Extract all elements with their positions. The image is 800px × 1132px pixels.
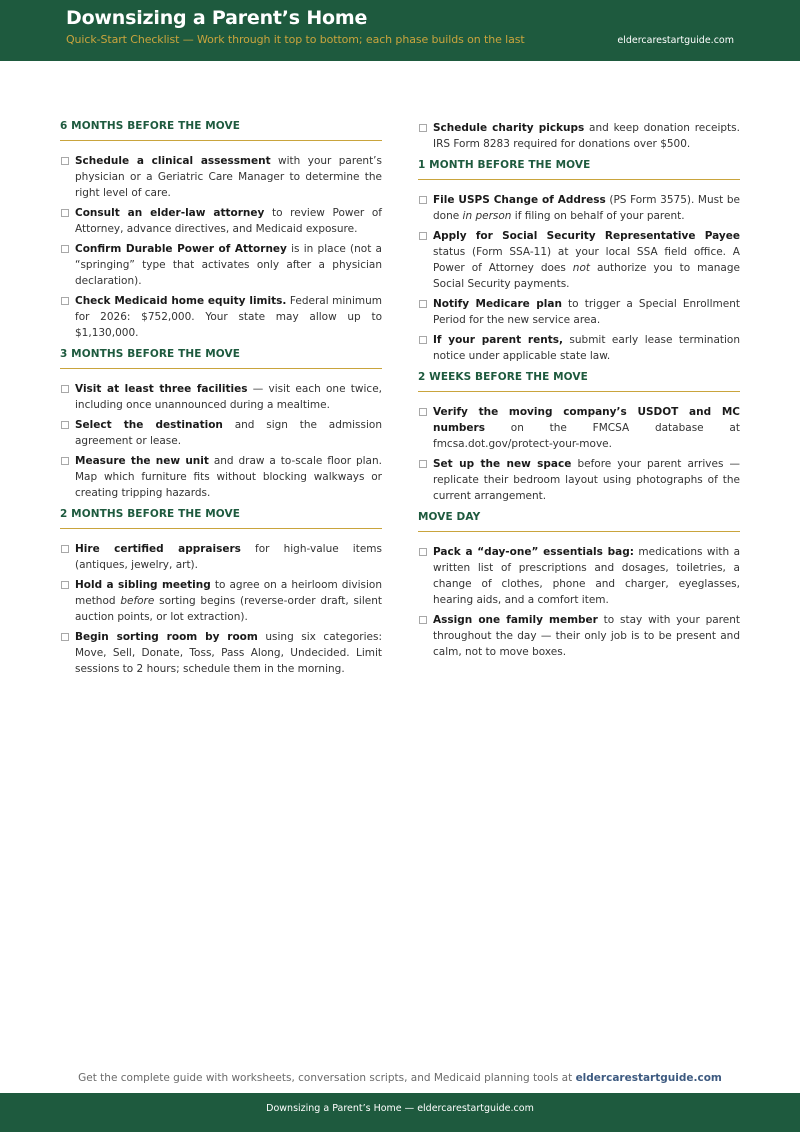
checklist-item: Apply for Social Security Representative Payee status (Form SSA-11) at your local SSA field office. A Power of Attorney does not authorize you to manage Social Security payments. <box>418 228 740 292</box>
checkbox-icon[interactable] <box>419 336 427 344</box>
item-bold: Measure the new unit <box>75 455 209 467</box>
checkbox-icon[interactable] <box>61 297 69 305</box>
checklist-item: Set up the new space before your parent arrives — replicate their bedroom layout using photographs of the current arrangement. <box>418 456 740 504</box>
item-bold: Pack a “day-one” essentials bag: <box>433 546 634 558</box>
item-bold: If your parent rents, <box>433 334 563 346</box>
section-3-months <box>60 348 382 501</box>
checklist-item: Assign one family member to stay with your parent throughout the day — their only job is to be present and calm, not to move boxes. <box>418 612 740 660</box>
section-heading: 6 MONTHS BEFORE THE MOVE <box>60 120 382 141</box>
header-bar <box>0 0 800 61</box>
checkbox-icon[interactable] <box>61 385 69 393</box>
checklist-item: Schedule charity pickups and keep donation receipts. IRS Form 8283 required for donations over $500. <box>418 120 740 152</box>
section-6-months <box>60 120 382 341</box>
checkbox-icon[interactable] <box>61 421 69 429</box>
checklist-item: Measure the new unit and draw a to-scale floor plan. Map which furniture fits without blocking walkways or creating tripping hazards. <box>60 453 382 501</box>
promo-text: Get the complete guide with worksheets, conversation scripts, and Medicaid planning tools at <box>78 1072 576 1084</box>
checklist-item: Confirm Durable Power of Attorney is in place (not a “springing” type that activates only after a physician declaration). <box>60 241 382 289</box>
item-bold: Assign one family member <box>433 614 598 626</box>
checklist-item: Begin sorting room by room using six categories: Move, Sell, Donate, Toss, Pass Along, Undecided. Limit sessions to 2 hours; schedule them in the morning. <box>60 629 382 677</box>
item-bold: Select the destination <box>75 419 223 431</box>
checklist-item: Visit at least three facilities — visit each one twice, including once unannounced during a mealtime. <box>60 381 382 413</box>
section-move-day <box>418 511 740 660</box>
left-column <box>60 120 382 684</box>
checkbox-icon[interactable] <box>419 408 427 416</box>
section-heading: 2 WEEKS BEFORE THE MOVE <box>418 371 740 392</box>
section-heading: MOVE DAY <box>418 511 740 532</box>
page-title: Downsizing a Parent’s Home <box>66 7 368 29</box>
checkbox-icon[interactable] <box>419 196 427 204</box>
header-site-url: eldercarestartguide.com <box>617 35 734 46</box>
item-bold: Verify the moving company’s USDOT and MC numbers <box>433 406 740 434</box>
checklist-item: Notify Medicare plan to trigger a Special Enrollment Period for the new service area. <box>418 296 740 328</box>
footer-text: Downsizing a Parent’s Home — eldercarestartguide.com <box>266 1103 534 1114</box>
checkbox-icon[interactable] <box>61 157 69 165</box>
checkbox-icon[interactable] <box>419 124 427 132</box>
checkbox-icon[interactable] <box>61 457 69 465</box>
checklist-item: Consult an elder-law attorney to review Power of Attorney, advance directives, and Medicaid exposure. <box>60 205 382 237</box>
item-bold: Hire certified appraisers <box>75 543 241 555</box>
checklist-item: Hold a sibling meeting to agree on a heirloom division method before sorting begins (reverse-order draft, silent auction points, or lot extraction). <box>60 577 382 625</box>
page-subtitle: Quick-Start Checklist — Work through it top to bottom; each phase builds on the last <box>66 33 525 46</box>
section-heading: 2 MONTHS BEFORE THE MOVE <box>60 508 382 529</box>
checklist-item: File USPS Change of Address (PS Form 3575). Must be done in person if filing on behalf of your parent. <box>418 192 740 224</box>
section-2-months <box>60 508 382 677</box>
footer-bar <box>0 1093 800 1132</box>
item-bold: Visit at least three facilities <box>75 383 248 395</box>
item-bold: Consult an elder-law attorney <box>75 207 265 219</box>
checkbox-icon[interactable] <box>419 300 427 308</box>
item-bold: Schedule charity pickups <box>433 122 585 134</box>
checkbox-icon[interactable] <box>61 245 69 253</box>
item-bold: Schedule a clinical assessment <box>75 155 271 167</box>
checkbox-icon[interactable] <box>61 209 69 217</box>
checklist-item: Pack a “day-one” essentials bag: medications with a written list of prescriptions and dosages, toiletries, a change of clothes, phone and charger, eyeglasses, hearing aids, and a comfort item. <box>418 544 740 608</box>
checkbox-icon[interactable] <box>419 232 427 240</box>
checkbox-icon[interactable] <box>61 633 69 641</box>
checkbox-icon[interactable] <box>419 460 427 468</box>
checklist-item: Check Medicaid home equity limits. Federal minimum for 2026: $752,000. Your state may allow up to $1,130,000. <box>60 293 382 341</box>
checkbox-icon[interactable] <box>419 616 427 624</box>
section-1-month <box>418 159 740 364</box>
checklist-item: Verify the moving company’s USDOT and MC numbers on the FMCSA database at fmcsa.dot.gov/protect-your-move. <box>418 404 740 452</box>
item-bold: Hold a sibling meeting <box>75 579 211 591</box>
section-heading: 1 MONTH BEFORE THE MOVE <box>418 159 740 180</box>
promo-line <box>0 1072 800 1084</box>
section-heading: 3 MONTHS BEFORE THE MOVE <box>60 348 382 369</box>
promo-link[interactable]: eldercarestartguide.com <box>575 1072 722 1084</box>
item-bold: Notify Medicare plan <box>433 298 562 310</box>
item-bold: File USPS Change of Address <box>433 194 606 206</box>
checkbox-icon[interactable] <box>61 581 69 589</box>
checklist-item: Select the destination and sign the admission agreement or lease. <box>60 417 382 449</box>
item-bold: Check Medicaid home equity limits. <box>75 295 287 307</box>
section-2-weeks <box>418 371 740 504</box>
checklist-item: Schedule a clinical assessment with your parent’s physician or a Geriatric Care Manager to determine the right level of care. <box>60 153 382 201</box>
right-column <box>418 120 740 667</box>
checkbox-icon[interactable] <box>419 548 427 556</box>
checklist-item: If your parent rents, submit early lease termination notice under applicable state law. <box>418 332 740 364</box>
section-charity-continued <box>418 120 740 152</box>
item-bold: Set up the new space <box>433 458 572 470</box>
checkbox-icon[interactable] <box>61 545 69 553</box>
item-bold: Begin sorting room by room <box>75 631 258 643</box>
checklist-item: Hire certified appraisers for high-value items (antiques, jewelry, art). <box>60 541 382 573</box>
item-bold: Confirm Durable Power of Attorney <box>75 243 287 255</box>
item-bold: Apply for Social Security Representative Payee <box>433 230 740 242</box>
